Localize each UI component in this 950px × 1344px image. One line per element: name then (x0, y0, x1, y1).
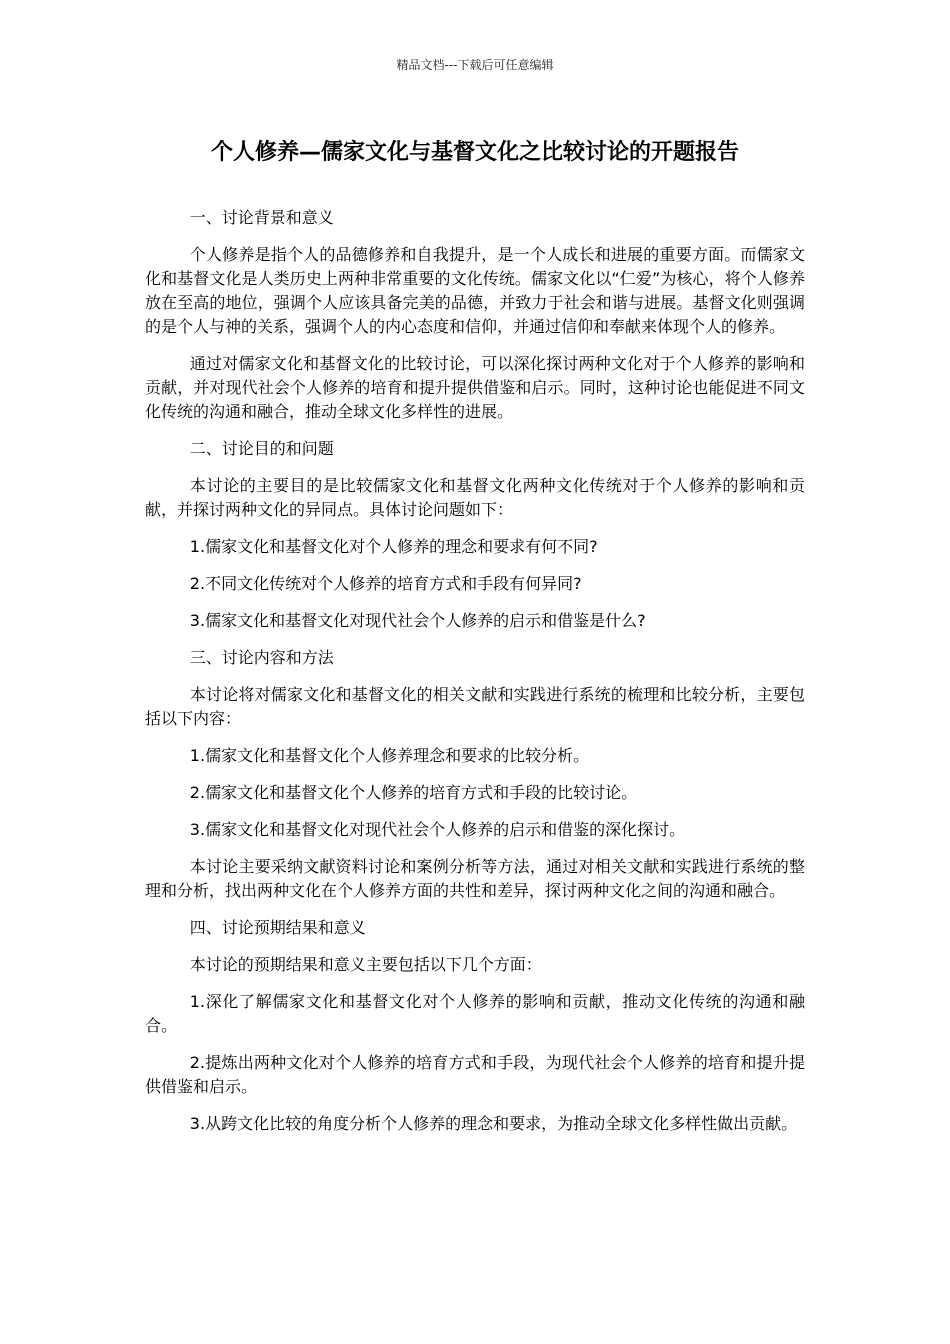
section-heading-background: 一、讨论背景和意义 (189, 208, 334, 227)
section-heading-content: 三、讨论内容和方法 (189, 648, 334, 667)
list-item-result-2: 2.提炼出两种文化对个人修养的培育方式和手段，为现代社会个人修养的培育和提升提供借鉴和启示。 (145, 1053, 805, 1096)
page-header: 精品文档---下载后可任意编辑 (396, 58, 554, 72)
list-item-result-3: 3.从跨文化比较的角度分析个人修养的理念和要求，为推动全球文化多样性做出贡献。 (189, 1114, 798, 1133)
paragraph-background-2: 通过对儒家文化和基督文化的比较讨论，可以深化探讨两种文化对于个人修养的影响和贡献，并对现代社会个人修养的培育和提升提供借鉴和启示。同时，这种讨论也能促进不同文化传统的沟通和融合，推动全球文化多样性的进展。 (145, 354, 805, 421)
section-heading-results: 四、讨论预期结果和意义 (189, 918, 366, 937)
list-item-result-1: 1.深化了解儒家文化和基督文化对个人修养的影响和贡献，推动文化传统的沟通和融合。 (145, 992, 805, 1035)
list-item-content-1: 1.儒家文化和基督文化个人修养理念和要求的比较分析。 (189, 746, 590, 765)
list-item-goal-2: 2.不同文化传统对个人修养的培育方式和手段有何异同? (189, 574, 582, 593)
list-item-content-3: 3.儒家文化和基督文化对现代社会个人修养的启示和借鉴的深化探讨。 (189, 820, 686, 839)
paragraph-method: 本讨论主要采纳文献资料讨论和案例分析等方法，通过对相关文献和实践进行系统的整理和分析，找出两种文化在个人修养方面的共性和差异，探讨两种文化之间的沟通和融合。 (145, 857, 805, 900)
paragraph-content-intro: 本讨论将对儒家文化和基督文化的相关文献和实践进行系统的梳理和比较分析，主要包括以下内容： (145, 685, 805, 728)
paragraph-results-intro: 本讨论的预期结果和意义主要包括以下几个方面： (189, 955, 542, 974)
list-item-content-2: 2.儒家文化和基督文化个人修养的培育方式和手段的比较讨论。 (189, 783, 638, 802)
list-item-goal-3: 3.儒家文化和基督文化对现代社会个人修养的启示和借鉴是什么? (189, 611, 646, 630)
list-item-goal-1: 1.儒家文化和基督文化对个人修养的理念和要求有何不同? (189, 537, 598, 556)
paragraph-goals-intro: 本讨论的主要目的是比较儒家文化和基督文化两种文化传统对于个人修养的影响和贡献，并探讨两种文化的异同点。具体讨论问题如下： (145, 476, 805, 519)
paragraph-background-1: 个人修养是指个人的品德修养和自我提升，是一个人成长和进展的重要方面。而儒家文化和基督文化是人类历史上两种非常重要的文化传统。儒家文化以“仁爱”为核心，将个人修养放在至高的地位，强调个人应该具备完美的品德，并致力于社会和谐与进展。基督文化则强调的是个人与神的关系，强调个人的内心态度和信仰，并通过信仰和奉献来体现个人的修养。 (145, 245, 805, 336)
section-heading-goals: 二、讨论目的和问题 (189, 439, 334, 458)
document-body (145, 206, 805, 1149)
document-title: 个人修养—儒家文化与基督文化之比较讨论的开题报告 (210, 140, 739, 165)
